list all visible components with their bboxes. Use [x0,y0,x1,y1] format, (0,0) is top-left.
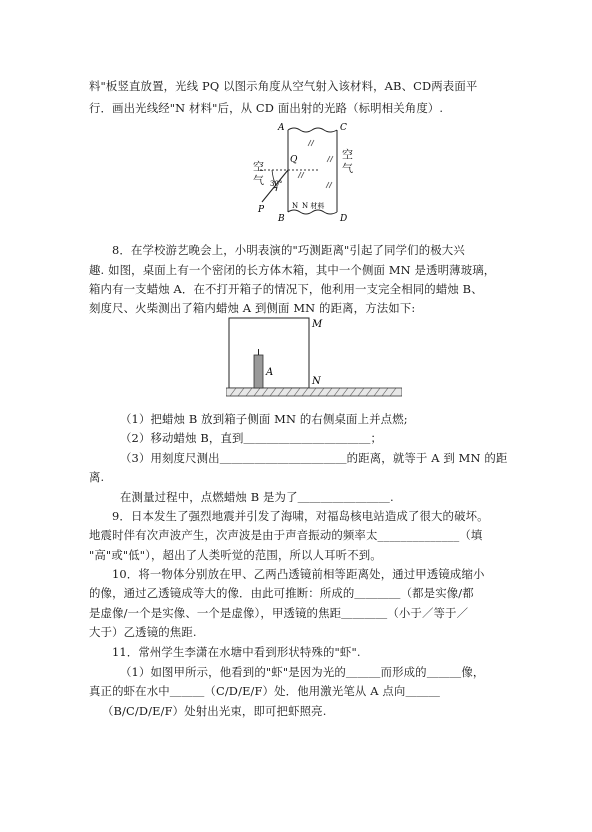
label-q: Q [290,155,298,165]
q7-line-1: 料"板竖直放置，光线 PQ 以图示角度从空气射入该材料，AB、CD两表面平 [89,79,478,93]
label-n: N [292,202,299,210]
q10-line-3: 是虚像/一个是实像、一个是虚像），甲透镜的焦距＿＿＿＿（小于／等于／ [89,606,469,620]
q11-line-4: （B/C/D/E/F）处射出光束，即可把虾照亮. [102,704,327,718]
q10-line-1: 10．将一物体分别放在甲、乙两凸透镜前相等距离处，通过甲透镜成缩小 [112,567,485,581]
n-material-figure [240,120,370,230]
q7-line-2: 行．画出光线经"N 材料"后，从 CD 面出射的光路（标明相关角度）. [89,101,444,115]
q10-line-4: 大于）乙透镜的焦距. [89,625,197,639]
q9-line-1: 9．日本发生了强烈地震并引发了海啸，对福岛核电站造成了很大的破坏。 [112,509,489,523]
label-m: M [312,319,323,330]
q8-step-1: （1）把蜡烛 B 放到箱子侧面 MN 的右侧桌面上并点燃; [120,412,408,426]
q8-line-1: 8．在学校游艺晚会上，小明表演的"巧测距离"引起了同学们的极大兴 [112,243,465,257]
label-b: B [278,214,285,224]
label-p: P [258,205,265,215]
q10-line-2: 的像，通过乙透镜成等大的像．由此可推断：所成的＿＿＿＿（都是实像/都 [89,586,474,600]
label-candle-a: A [266,367,274,378]
q8-line-4: 刻度尺、火柴测出了箱内蜡烛 A 到侧面 MN 的距离，方法如下: [89,301,416,315]
label-n: N [312,376,321,387]
material-hatching [298,140,333,188]
table-surface [226,388,402,396]
q9-line-2: 地震时伴有次声波产生，次声波是由于声音振动的频率太______________（填 [89,528,483,542]
q8-step-3b: 离. [89,470,105,484]
box-candle-diagram [226,310,402,400]
q11-line-3: 真正的虾在水中＿＿＿（C/D/E/F）处．他用激光笔从 A 点向＿＿＿ [89,684,441,698]
label-a: A [278,123,285,133]
top-break-line [288,128,337,132]
candle-a [254,355,263,388]
label-c: C [340,123,347,133]
q9-line-3: "高"或"低"），超出了人类听觉的范围，所以人耳听不到。 [89,548,382,562]
label-air-left: 空气 [253,160,264,187]
q8-step-2: （2）移动蜡烛 B，直到＿＿＿＿＿＿＿＿＿＿＿； [120,431,383,445]
q8-step-3a: （3）用刻度尺测出＿＿＿＿＿＿＿＿＿＿＿的距离，就等于 A 到 MN 的距 [120,451,508,465]
q11-line-2: （1）如图甲所示，他看到的"虾"是因为光的＿＿＿而形成的＿＿＿像， [120,665,485,679]
q8-line-2: 趣. 如图，桌面上有一个密闭的长方体木箱，其中一个侧面 MN 是透明薄玻璃， [89,263,496,277]
label-material: N 材料 [302,202,325,210]
label-d: D [340,214,348,224]
q11-line-1: 11．常州学生李潇在水塘中看到形状特殊的"虾". [112,645,361,659]
label-air-right: 空气 [342,148,353,175]
q8-line-3: 箱内有一支蜡烛 A．在不打开箱子的情况下，他利用一支完全相同的蜡烛 B、 [89,282,483,296]
box-candle-figure [226,310,402,400]
bottom-break-line [288,210,337,214]
angle-label: 30° [270,180,283,188]
q8-step-4: 在测量过程中，点燃蜡烛 B 是为了＿＿＿＿＿＿＿＿. [120,490,394,504]
